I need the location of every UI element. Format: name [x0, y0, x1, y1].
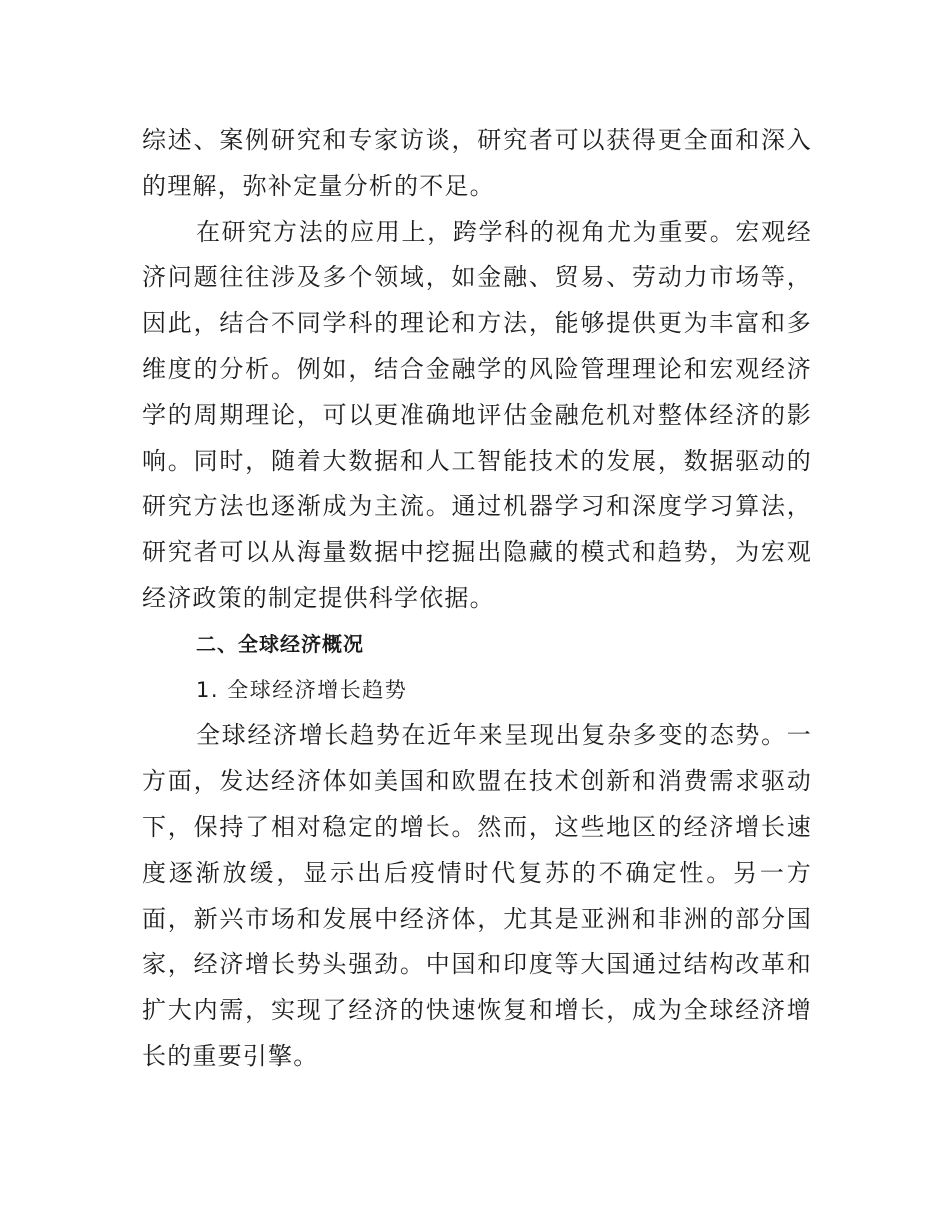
- document-page: [142, 118, 812, 1080]
- section-heading: 二、全球经济概况: [196, 631, 364, 656]
- paragraph-continued: 综述、案例研究和专家访谈，研究者可以获得更全面和深入的理解，弥补定量分析的不足。: [142, 126, 812, 200]
- subsection-heading: 1. 全球经济增长趋势: [196, 677, 408, 702]
- paragraph-global-growth: 全球经济增长趋势在近年来呈现出复杂多变的态势。一方面，发达经济体如美国和欧盟在技术创新和消费需求驱动下，保持了相对稳定的增长。然而，这些地区的经济增长速度逐渐放缓，显示出后疫情时代复苏的不确定性。另一方面，新兴市场和发展中经济体，尤其是亚洲和非洲的部分国家，经济增长势头强劲。中国和印度等大国通过结构改革和扩大内需，实现了经济的快速恢复和增长，成为全球经济增长的重要引擎。: [142, 721, 812, 1070]
- paragraph-research-methods: 在研究方法的应用上，跨学科的视角尤为重要。宏观经济问题往往涉及多个领域，如金融、贸易、劳动力市场等，因此，结合不同学科的理论和方法，能够提供更为丰富和多维度的分析。例如，结合金融学的风险管理理论和宏观经济学的周期理论，可以更准确地评估金融危机对整体经济的影响。同时，随着大数据和人工智能技术的发展，数据驱动的研究方法也逐渐成为主流。通过机器学习和深度学习算法，研究者可以从海量数据中挖掘出隐藏的模式和趋势，为宏观经济政策的制定提供科学依据。: [142, 217, 812, 612]
